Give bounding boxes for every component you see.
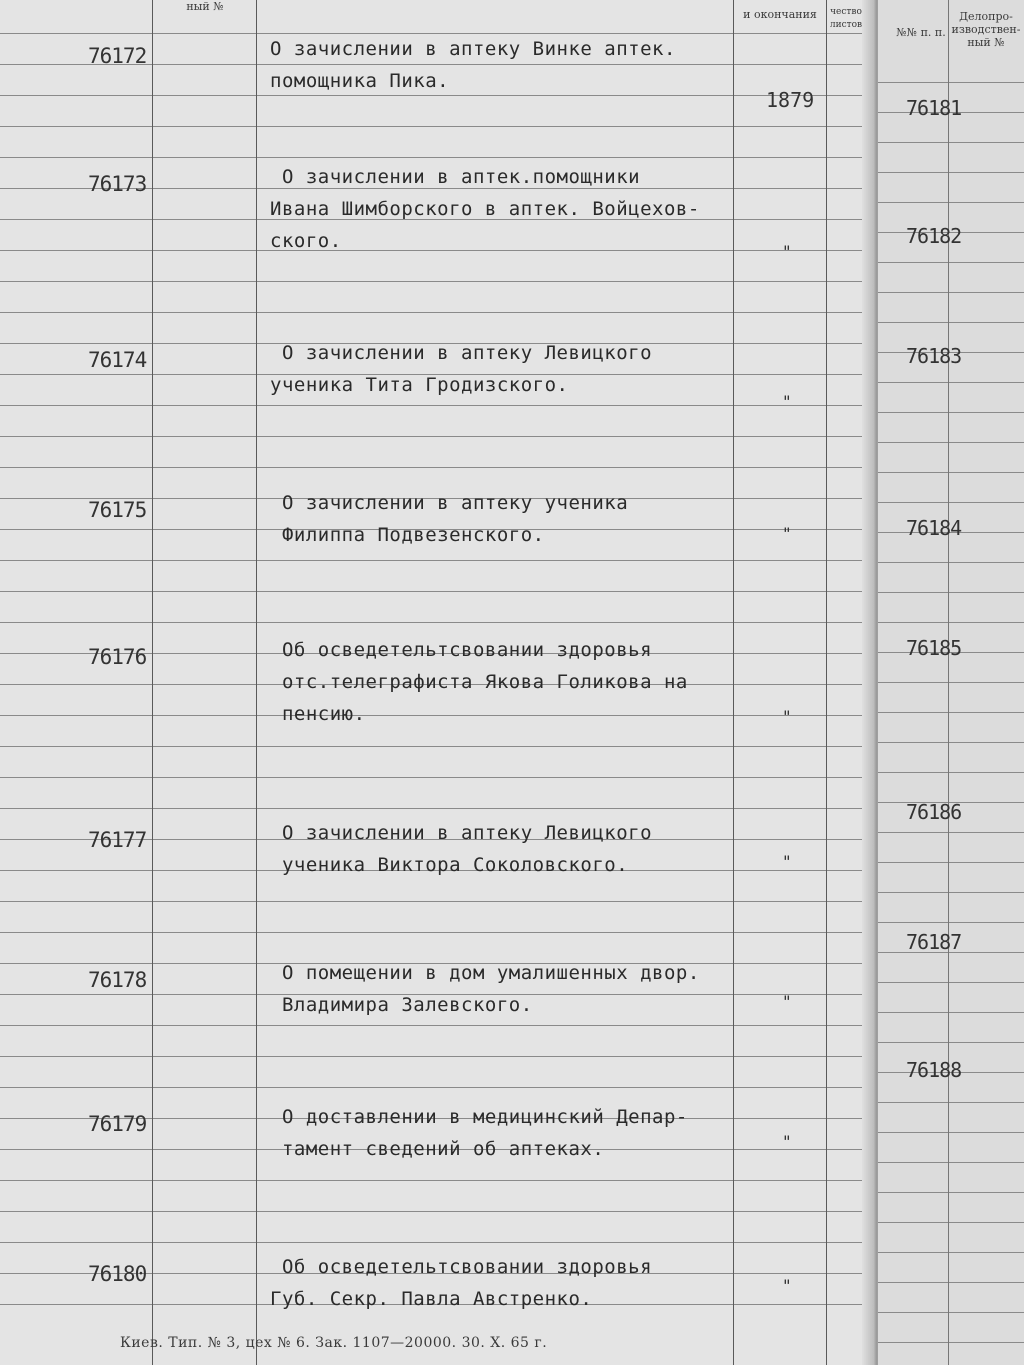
ditto-mark: " bbox=[782, 1276, 792, 1295]
ruled-line bbox=[878, 1012, 1024, 1013]
ruled-line bbox=[0, 157, 880, 158]
right-entry-number: 76184 bbox=[906, 516, 962, 540]
ruled-line bbox=[878, 1102, 1024, 1103]
entry-title-line: отс.телеграфиста Якова Голикова на bbox=[270, 671, 688, 693]
ruled-line bbox=[878, 622, 1024, 623]
ruled-line bbox=[878, 742, 1024, 743]
ruled-line bbox=[878, 442, 1024, 443]
entry-title-line: О зачислении в аптек.помощники bbox=[270, 166, 641, 188]
ruled-line bbox=[878, 1222, 1024, 1223]
title-column-divider bbox=[256, 0, 257, 1365]
entry-number: 76180 bbox=[88, 1262, 147, 1286]
ruled-line bbox=[878, 982, 1024, 983]
entry-title-line: О зачислении в аптеку Винке аптек. bbox=[270, 38, 676, 60]
entry-title-line: О зачислении в аптеку Левицкого bbox=[270, 342, 653, 364]
entry-number: 76173 bbox=[88, 172, 147, 196]
ruled-line bbox=[878, 892, 1024, 893]
ruled-line bbox=[878, 472, 1024, 473]
ruled-line bbox=[878, 292, 1024, 293]
ruled-line bbox=[0, 777, 880, 778]
ruled-line bbox=[0, 405, 880, 406]
entry-title-line: О доставлении в медицинский Депар- bbox=[270, 1106, 688, 1128]
ruled-line bbox=[878, 1042, 1024, 1043]
ruled-line bbox=[878, 142, 1024, 143]
right-column-divider bbox=[948, 0, 949, 1365]
right-entry-number: 76182 bbox=[906, 224, 962, 248]
right-entry-number: 76183 bbox=[906, 344, 962, 368]
right-header-case: Делопро- изводствен- ный № bbox=[951, 10, 1021, 49]
ruled-line bbox=[878, 412, 1024, 413]
ruled-line bbox=[0, 1242, 880, 1243]
count-column-divider bbox=[826, 0, 827, 1365]
ruled-line bbox=[0, 1056, 880, 1057]
ditto-mark: " bbox=[782, 524, 792, 543]
ruled-line bbox=[878, 1252, 1024, 1253]
ruled-line bbox=[878, 832, 1024, 833]
ruled-line bbox=[878, 82, 1024, 83]
ruled-line bbox=[878, 502, 1024, 503]
ruled-line bbox=[0, 281, 880, 282]
entry-title-line: ученика Виктора Соколовского. bbox=[270, 854, 629, 876]
ruled-line bbox=[878, 1132, 1024, 1133]
ditto-mark: " bbox=[782, 992, 792, 1011]
right-entry-number: 76186 bbox=[906, 800, 962, 824]
entry-title-line: Владимира Залевского. bbox=[270, 994, 533, 1016]
entry-title-line: ского. bbox=[270, 230, 342, 252]
entry-title-line: тамент сведений об аптеках. bbox=[270, 1138, 605, 1160]
entry-title-line: Об осведетельтсвовании здоровья bbox=[270, 1256, 653, 1278]
entry-title-line: О зачислении в аптеку ученика bbox=[270, 492, 629, 514]
ruled-line bbox=[0, 591, 880, 592]
ruled-line bbox=[0, 1180, 880, 1181]
entry-number: 76176 bbox=[88, 645, 147, 669]
ruled-line bbox=[878, 382, 1024, 383]
ruled-line bbox=[0, 1211, 880, 1212]
entry-number: 76174 bbox=[88, 348, 147, 372]
entry-title-line: помощника Пика. bbox=[270, 70, 450, 92]
ruled-line bbox=[878, 1162, 1024, 1163]
ruled-line bbox=[0, 715, 880, 716]
ruled-line bbox=[878, 172, 1024, 173]
entry-title-line: О зачислении в аптеку Левицкого bbox=[270, 822, 653, 844]
ruled-line bbox=[0, 1087, 880, 1088]
ruled-line bbox=[878, 1282, 1024, 1283]
ruled-line bbox=[878, 562, 1024, 563]
ditto-mark: " bbox=[782, 392, 792, 411]
ruled-line bbox=[0, 901, 880, 902]
header-date-col: и окончания bbox=[743, 8, 817, 21]
entry-title-line: Губ. Секр. Павла Австренко. bbox=[270, 1288, 593, 1310]
entry-title-line: пенсию. bbox=[270, 703, 366, 725]
entry-number: 76179 bbox=[88, 1112, 147, 1136]
entry-title-line: Ивана Шимборского в аптек. Войцехов- bbox=[270, 198, 700, 220]
ruled-line bbox=[0, 312, 880, 313]
ruled-line bbox=[0, 622, 880, 623]
right-entry-number: 76181 bbox=[906, 96, 962, 120]
number-column-divider bbox=[152, 0, 153, 1365]
entry-number: 76172 bbox=[88, 44, 147, 68]
ruled-line bbox=[0, 932, 880, 933]
date-1879: 1879 bbox=[766, 88, 815, 112]
entry-title-line: О помещении в дом умалишенных двор. bbox=[270, 962, 700, 984]
entry-title-line: Филиппа Подвезенского. bbox=[270, 524, 545, 546]
ditto-mark: " bbox=[782, 852, 792, 871]
ruled-line bbox=[878, 202, 1024, 203]
ruled-line bbox=[878, 772, 1024, 773]
ruled-line bbox=[878, 682, 1024, 683]
ruled-line bbox=[0, 808, 880, 809]
ruled-line bbox=[878, 922, 1024, 923]
right-entry-number: 76187 bbox=[906, 930, 962, 954]
ruled-line bbox=[878, 592, 1024, 593]
ditto-mark: " bbox=[782, 1132, 792, 1151]
header-number-col: ный № bbox=[186, 0, 224, 13]
ruled-line bbox=[0, 436, 880, 437]
header-count-col: чество листов bbox=[829, 7, 863, 30]
entry-number: 76175 bbox=[88, 498, 147, 522]
entry-title-line: Об осведетельтсвовании здоровья bbox=[270, 639, 653, 661]
ditto-mark: " bbox=[782, 242, 792, 261]
printer-imprint: Киев. Тип. № 3, цех № 6. Зак. 1107—20000. 30. X. 65 г. bbox=[120, 1335, 548, 1351]
ruled-line bbox=[0, 250, 880, 251]
right-page bbox=[878, 0, 1024, 1365]
right-entry-number: 76188 bbox=[906, 1058, 962, 1082]
ruled-line bbox=[878, 1192, 1024, 1193]
right-header-num: №№ п. п. bbox=[896, 26, 946, 39]
ruled-line bbox=[0, 746, 880, 747]
ruled-line bbox=[0, 467, 880, 468]
ruled-line bbox=[0, 1025, 880, 1026]
ruled-line bbox=[878, 712, 1024, 713]
ruled-line bbox=[878, 1342, 1024, 1343]
ruled-line bbox=[878, 862, 1024, 863]
entry-title-line: ученика Тита Гродизского. bbox=[270, 374, 569, 396]
right-entry-number: 76185 bbox=[906, 636, 962, 660]
ruled-line bbox=[878, 322, 1024, 323]
ruled-line bbox=[0, 126, 880, 127]
entry-number: 76178 bbox=[88, 968, 147, 992]
ditto-mark: " bbox=[782, 707, 792, 726]
entry-number: 76177 bbox=[88, 828, 147, 852]
date-column-divider bbox=[733, 0, 734, 1365]
ruled-line bbox=[878, 262, 1024, 263]
ruled-line bbox=[0, 560, 880, 561]
ruled-line bbox=[878, 1312, 1024, 1313]
